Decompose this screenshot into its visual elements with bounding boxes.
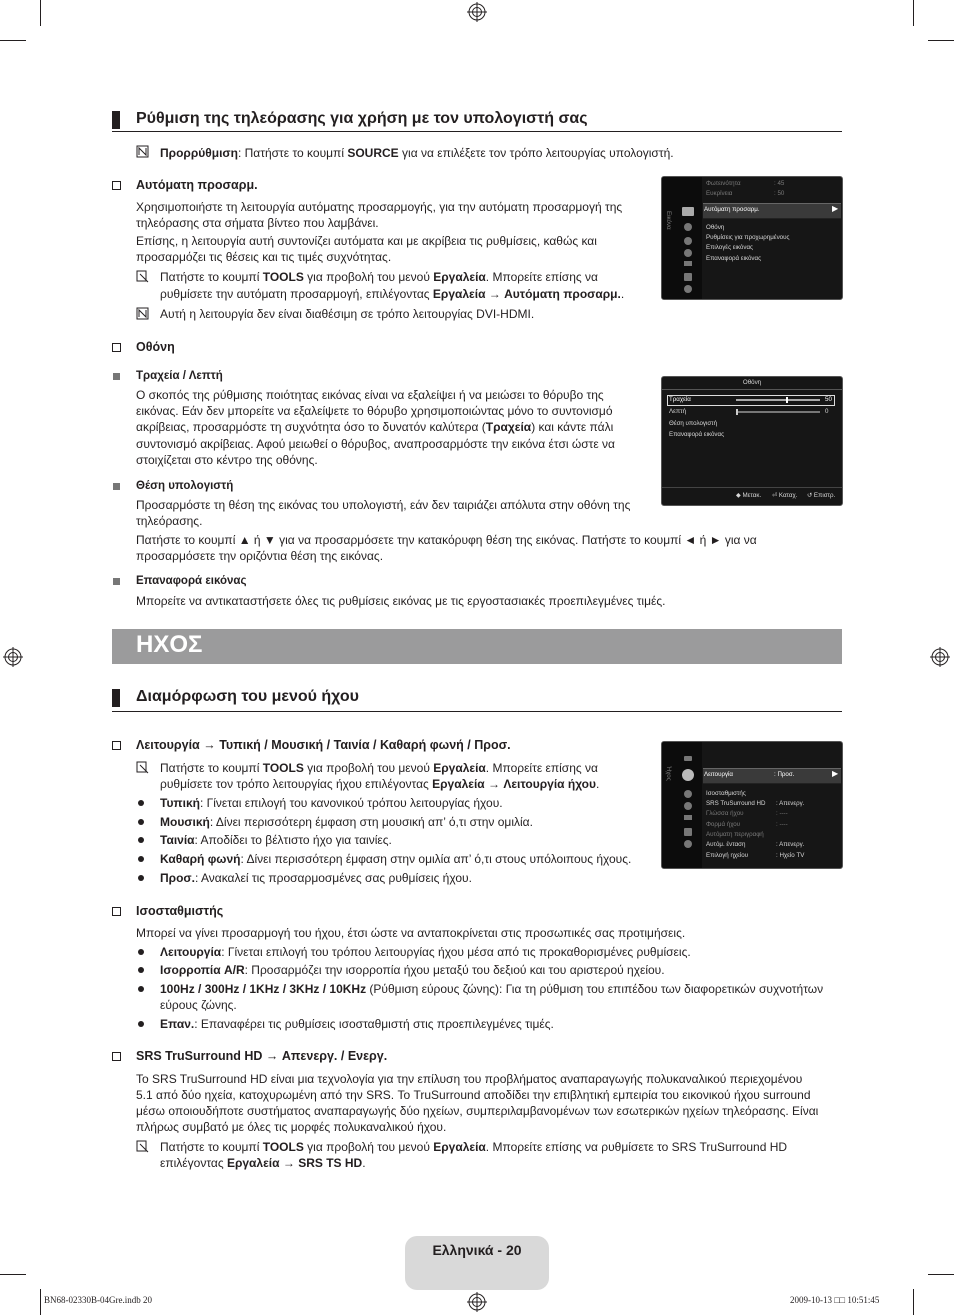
fine-slider-thumb xyxy=(736,409,738,415)
channel-icon xyxy=(684,840,692,848)
tools-note: ρυθμίσετε την αυτόματη προσαρμογή, επιλέγοντας Εργαλεία → Αυτόματη προσαρμ.. xyxy=(160,287,625,301)
osd-fine-value: 0 xyxy=(825,408,829,415)
pc-position-heading: Θέση υπολογιστή xyxy=(136,480,234,492)
paragraph: μέσω οποιουδήποτε συστήματος αναπαραγωγής δύο ηχείων, συμπεριλαμβανομένων των εσωτερικών ηχείων τηλεόρασης. Είναι xyxy=(136,1104,819,1118)
section-rule xyxy=(112,131,842,132)
bullet-icon xyxy=(138,967,144,973)
paragraph: ακρίβειας, προσαρμόστε τη συχνότητα όσο το δυνατόν καλύτερα (Τραχεία) και κάντε πάλι xyxy=(136,420,614,434)
registration-mark-icon xyxy=(467,2,487,22)
bullet-icon xyxy=(138,819,144,825)
list-item: Ταινία: Αποδίδει το βέλτιστο ήχο για ταινίες. xyxy=(160,833,392,847)
square-bullet-icon xyxy=(113,578,120,585)
application-icon xyxy=(684,815,692,820)
enter-icon: ⏎ xyxy=(772,492,778,499)
sound-icon xyxy=(682,769,694,781)
paragraph: προσαρμόσετε την οριζόντια θέση της εικόνας. xyxy=(136,549,384,563)
paragraph: Πατήστε το κουμπί ▲ ή ▼ για να προσαρμόσετε την κατακόρυφη θέση της εικόνας. Πατήστε το κουμπί ◄ ή ► για να xyxy=(136,533,757,547)
srs-heading: SRS TruSurround HD → Απενεργ. / Ενεργ. xyxy=(136,1049,388,1063)
osd-item: SRS TruSurround HD xyxy=(706,800,766,807)
bullet-icon xyxy=(138,856,144,862)
updown-icon: ◆ xyxy=(736,492,741,499)
section-title: Διαμόρφωση του μενού ήχου xyxy=(136,688,359,705)
osd-sound-menu xyxy=(661,741,843,869)
paragraph: πλήρως συμβατό με όλες τις μορφές πολυκαναλικού ήχου. xyxy=(136,1120,447,1134)
list-item-continued: εύρους ζώνης. xyxy=(160,998,237,1012)
list-item: Ισορροπία A/R: Προσαρμόζει την ισορροπία ήχου μεταξύ του δεξιού και του αριστερού ηχείου. xyxy=(160,963,665,977)
osd-value: : 50 xyxy=(774,190,785,197)
osd-item: Επιλογές εικόνας xyxy=(706,244,754,251)
registration-mark-icon xyxy=(3,647,23,667)
osd-item: Ισοσταθμιστής xyxy=(706,790,746,797)
paragraph: προσαρμόζει τις θέσεις και τις τιμές συχνότητας. xyxy=(136,250,392,264)
osd-side-label: Ήχος xyxy=(665,766,672,781)
paragraph: Το SRS TruSurround HD είναι μια τεχνολογία για την επίλυση του προβλήματος αναπαραγωγής πολυκαναλικού περιεχομένου xyxy=(136,1072,803,1086)
osd-item: Ρυθμίσεις για προχωρημένους xyxy=(706,234,790,241)
picture-icon xyxy=(684,756,692,761)
osd-divider xyxy=(662,389,842,390)
section-marker xyxy=(112,111,120,129)
paragraph: στοιχίζεται στο κέντρο της οθόνης. xyxy=(136,453,318,467)
setup-icon xyxy=(684,237,692,245)
crop-mark xyxy=(913,1289,914,1315)
tools-note: Πατήστε το κουμπί TOOLS για προβολή του μενού Εργαλεία. Μπορείτε επίσης να xyxy=(160,270,598,284)
osd-item: Επαναφορά εικόνας xyxy=(706,255,762,262)
osd-item: Οθόνη xyxy=(706,224,725,231)
osd-fine-label: Λεπτή xyxy=(669,408,687,415)
checkbox-bullet-icon xyxy=(112,741,121,750)
paragraph: τηλεόρασης στα σήματα βίντεο που λαμβάνει. xyxy=(136,216,379,230)
osd-screen-menu xyxy=(661,376,843,506)
osd-arrow-right-icon: ▶ xyxy=(832,204,839,213)
section-title: Ρύθμιση της τηλεόρασης για χρήση με τον υπολογιστή σας xyxy=(136,110,588,127)
osd-label: Ευκρίνεια xyxy=(706,190,733,197)
section-marker xyxy=(112,689,120,707)
preset-note: Προρρύθμιση: Πατήστε το κουμπί SOURCE για να επιλέξετε τον τρόπο λειτουργίας υπολογιστή. xyxy=(160,146,674,160)
square-bullet-icon xyxy=(113,483,120,490)
paragraph: Μπορείτε να αντικαταστήσετε όλες τις ρυθμίσεις εικόνας με τις εργοστασιακές προεπιλεγμένες τιμές. xyxy=(136,594,666,608)
osd-picture-menu xyxy=(661,176,843,300)
paragraph: Αυτή η λειτουργία δεν είναι διαθέσιμη σε τρόπο λειτουργίας DVI-HDMI. xyxy=(160,307,535,321)
osd-value: : ---- xyxy=(776,821,788,828)
screen-heading: Οθόνη xyxy=(136,340,175,354)
osd-value: : Απενεργ. xyxy=(776,841,805,848)
picture-icon xyxy=(682,207,694,216)
osd-item: Επιλογή ηχείου xyxy=(706,852,749,859)
paragraph: Χρησιμοποιήστε τη λειτουργία αυτόματης προσαρμογής, για την αυτόματη προσαρμογή της xyxy=(136,200,623,214)
channel-icon xyxy=(684,285,692,293)
list-item: Τυπική: Γίνεται επιλογή του κανονικού τρόπου λειτουργίας ήχου. xyxy=(160,796,503,810)
paragraph: συντονισμό ακρίβειας. Αφού μειωθεί ο θόρυβος, αναπροσαρμόστε την εικόνα έτσι ώστε να xyxy=(136,437,615,451)
tools-note: επιλέγοντας Εργαλεία → SRS TS HD. xyxy=(160,1156,366,1170)
setup-icon xyxy=(684,790,692,798)
osd-value: : ---- xyxy=(776,810,788,817)
paragraph: Προσαρμόστε τη θέση της εικόνας του υπολογιστή, εάν δεν ταιριάζει απόλυτα στην οθόνη της xyxy=(136,498,631,512)
bullet-icon xyxy=(138,1021,144,1027)
osd-nav-enter: ⏎ Καταχ. xyxy=(772,492,798,499)
checkbox-bullet-icon xyxy=(112,181,121,190)
osd-label: Φωτεινότητα xyxy=(706,180,741,187)
support-icon xyxy=(684,828,692,836)
registration-mark-icon xyxy=(467,1292,487,1312)
tools-note: Πατήστε το κουμπί TOOLS για προβολή του μενού Εργαλεία. Μπορείτε επίσης να ρυθμίσετε το SRS TruSurround HD xyxy=(160,1140,788,1154)
section-rule xyxy=(112,711,842,712)
page-number-tab xyxy=(405,1236,549,1290)
osd-item: Επαναφορά εικόνας xyxy=(669,431,725,438)
osd-arrow-right-icon: ▶ xyxy=(832,769,839,778)
osd-coarse-value: 50 xyxy=(825,396,832,403)
list-item: Καθαρή φωνή: Δίνει περισσότερη έμφαση στην ομιλία απ’ ό,τι στους υπόλοιπους ήχους. xyxy=(160,852,632,866)
osd-selected-value: : Προσ. xyxy=(774,771,795,778)
sound-icon xyxy=(684,223,692,231)
chapter-banner xyxy=(112,629,842,664)
crop-mark xyxy=(0,1274,26,1275)
osd-nav-move: ◆ Μετακ. xyxy=(736,492,762,499)
crop-mark xyxy=(928,1274,954,1275)
sound-mode-heading: Λειτουργία → Τυπική / Μουσική / Ταινία / Καθαρή φωνή / Προσ. xyxy=(136,738,511,752)
list-item: Μουσική: Δίνει περισσότερη έμφαση στη μουσική απ’ ό,τι στην ομιλία. xyxy=(160,815,533,829)
crop-mark xyxy=(0,40,26,41)
bullet-icon xyxy=(138,837,144,843)
registration-mark-icon xyxy=(930,647,950,667)
list-item: Λειτουργία: Γίνεται επιλογή του τρόπου λειτουργίας ήχου μέσα από τις προκαθορισμένες ρυθμίσεις. xyxy=(160,945,691,959)
note-icon xyxy=(136,145,149,158)
osd-coarse-label: Τραχεία xyxy=(669,396,691,403)
auto-adjust-heading: Αυτόματη προσαρμ. xyxy=(136,178,258,192)
osd-value: : Ηχείο TV xyxy=(776,852,805,859)
input-icon xyxy=(684,802,692,810)
osd-item: Γλώσσα ήχου xyxy=(706,810,744,817)
osd-item: Αυτόματη περιγραφή xyxy=(706,831,764,838)
bullet-icon xyxy=(138,986,144,992)
paragraph: τηλεόρασης. xyxy=(136,514,203,528)
checkbox-bullet-icon xyxy=(112,343,121,352)
square-bullet-icon xyxy=(113,373,120,380)
paragraph: Ο σκοπός της ρύθμισης ποιότητας εικόνας είναι να εξαλείψει ή να μειώσει το θόρυβο της xyxy=(136,388,604,402)
osd-selected-item: Λειτουργία xyxy=(704,771,734,778)
note-icon xyxy=(136,307,149,320)
paragraph: 5.1 από δύο ηχεία, κατοχυρωμένη από την SRS. Το TruSurround αποδίδει την επιβλητική εμπειρία του εικονικού ήχου surround xyxy=(136,1088,811,1102)
osd-item: Αυτόμ. ένταση xyxy=(706,841,746,848)
page-number: Ελληνικά - 20 xyxy=(432,1242,522,1258)
list-item: 100Hz / 300Hz / 1KHz / 3KHz / 10KHz (Ρύθμιση εύρους ζώνης): Για τη ρύθμιση του επιπέδου των διαφορετικών συχνοτήτων xyxy=(160,982,824,996)
print-datetime: 2009-10-13 □□ 10:51:45 xyxy=(790,1295,880,1305)
osd-divider xyxy=(662,487,842,488)
list-item: Επαν.: Επαναφέρει τις ρυθμίσεις ισοσταθμιστή στις προεπιλεγμένες τιμές. xyxy=(160,1017,554,1031)
bullet-icon xyxy=(138,875,144,881)
application-icon xyxy=(684,261,692,266)
paragraph: Μπορεί να γίνει προσαρμογή του ήχου, έτσι ώστε να ανταποκρίνεται στις προσωπικές σας προτιμήσεις. xyxy=(136,926,686,940)
paragraph: Επίσης, η λειτουργία αυτή συντονίζει αυτόματα και με ακρίβεια τις ρυθμίσεις, καθώς και xyxy=(136,234,597,248)
bullet-icon xyxy=(138,800,144,806)
coarse-slider-thumb xyxy=(786,397,788,403)
tools-note: Πατήστε το κουμπί TOOLS για προβολή του μενού Εργαλεία. Μπορείτε επίσης να xyxy=(160,761,598,775)
tools-note: ρυθμίσετε τον τρόπο λειτουργίας ήχου επιλέγοντας Εργαλεία → Λειτουργία ήχου. xyxy=(160,777,600,791)
tools-note-icon xyxy=(136,761,149,774)
image-reset-heading: Επαναφορά εικόνας xyxy=(136,575,247,587)
return-icon: ↺ xyxy=(807,492,813,499)
osd-selected-item: Αυτόματη προσαρμ. xyxy=(704,206,760,213)
osd-value: : Απενεργ. xyxy=(776,800,805,807)
chapter-title: ΗΧΟΣ xyxy=(136,631,203,658)
file-name: BN68-02330B-04Gre.indb 20 xyxy=(44,1295,152,1305)
tools-note-icon xyxy=(136,270,149,283)
equalizer-heading: Ισοσταθμιστής xyxy=(136,904,224,918)
support-icon xyxy=(684,273,692,281)
list-item: Προσ.: Ανακαλεί τις προσαρμοσμένες σας ρυθμίσεις ήχου. xyxy=(160,871,472,885)
osd-item: Φορμά ήχου xyxy=(706,821,741,828)
crop-mark xyxy=(913,0,914,26)
crop-mark xyxy=(928,40,954,41)
bullet-icon xyxy=(138,949,144,955)
coarse-slider-track xyxy=(736,399,820,401)
checkbox-bullet-icon xyxy=(112,1052,121,1061)
paragraph: εικόνας. Εάν δεν μπορείτε να εξαλείψετε το θόρυβο χρησιμοποιώντας μόνο το συντονισμό xyxy=(136,404,613,418)
osd-sidebar xyxy=(662,742,702,868)
fine-slider-track xyxy=(736,411,820,413)
checkbox-bullet-icon xyxy=(112,907,121,916)
crop-mark xyxy=(40,1289,41,1315)
osd-title: Οθόνη xyxy=(742,379,762,386)
osd-value: : 45 xyxy=(774,180,785,187)
osd-item: Θέση υπολογιστή xyxy=(669,420,718,427)
osd-sidebar xyxy=(662,177,702,299)
coarse-fine-heading: Τραχεία / Λεπτή xyxy=(136,370,223,382)
osd-side-label: Εικόνα xyxy=(665,211,672,230)
osd-nav-return: ↺ Επιστρ. xyxy=(807,492,836,499)
tools-note-icon xyxy=(136,1140,149,1153)
crop-mark xyxy=(40,0,41,26)
input-icon xyxy=(684,249,692,257)
